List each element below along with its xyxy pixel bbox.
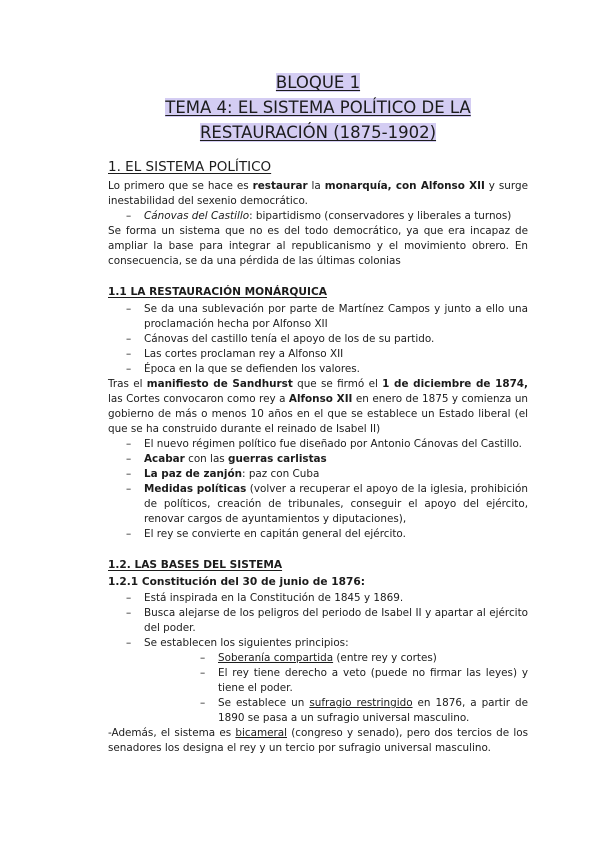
list-item: – Soberanía compartida (entre rey y cortes) (218, 651, 528, 666)
canovas-list (108, 209, 528, 224)
list-item: – Medidas políticas (volver a recuperar el apoyo de la iglesia, prohibición de políticos, creación de tribunales, conseguir el apoyo del ejército, renovar cargos de ayuntamientos y diputaciones), (144, 482, 528, 527)
constitucion-list (108, 591, 528, 651)
title-block (108, 70, 528, 145)
list-item: – Cánovas del castillo tenía el apoyo de los de su partido. (144, 332, 528, 347)
list-item: – El rey se convierte en capitán general del ejército. (144, 527, 528, 542)
system-paragraph: Se forma un sistema que no es del todo democrático, ya que era incapaz de ampliar la base para integrar al republicanismo y el movimiento obrero. En consecuencia, se da una pérdida de las últimas colonias (108, 225, 528, 267)
list-item: – Cánovas del Castillo: bipartidismo (conservadores y liberales a turnos) (144, 209, 528, 224)
list-item: – Está inspirada en la Constitución de 1845 y 1869. (144, 591, 528, 606)
section-heading-bases: 1.2. LAS BASES DEL SISTEMA (108, 559, 283, 571)
list-item: – Época en la que se defienden los valores. (144, 362, 528, 377)
principles-list (108, 651, 528, 726)
section-heading-sistema-politico: 1. EL SISTEMA POLÍTICO (108, 159, 272, 175)
list-item: – El nuevo régimen político fue diseñado por Antonio Cánovas del Castillo. (144, 437, 528, 452)
bicameral-paragraph: -Además, el sistema es bicameral (congreso y senado), pero dos tercios de los senadores los designa el rey y un tercio por sufragio universal masculino. (108, 727, 528, 754)
list-item: – Se establece un sufragio restringido en 1876, a partir de 1890 se pasa a un sufragio universal masculino. (218, 696, 528, 726)
list-item: – Acabar con las guerras carlistas (144, 452, 528, 467)
restauracion-list (108, 302, 528, 377)
list-item: – Las cortes proclaman rey a Alfonso XII (144, 347, 528, 362)
subsection-heading-constitucion: 1.2.1 Constitución del 30 de junio de 1876: (108, 576, 365, 588)
intro-paragraph: Lo primero que se hace es restaurar la monarquía, con Alfonso XII y surge inestabilidad del sexenio democrático. (108, 180, 528, 207)
list-item: – Se establecen los siguientes principios: (144, 636, 528, 651)
regime-list (108, 437, 528, 542)
list-item: – La paz de zanjón: paz con Cuba (144, 467, 528, 482)
title-line-2: TEMA 4: EL SISTEMA POLÍTICO DE LA (165, 98, 471, 117)
sandhurst-paragraph: Tras el manifiesto de Sandhurst que se firmó el 1 de diciembre de 1874, las Cortes convocaron como rey a Alfonso XII en enero de 1875 y comienza un gobierno de más o menos 10 años en el que se establece un Estado liberal (el que se ha construido durante el reinado de Isabel II) (108, 378, 529, 435)
list-item: – Busca alejarse de los peligros del periodo de Isabel II y apartar al ejército del poder. (144, 606, 528, 636)
section-heading-restauracion: 1.1 LA RESTAURACIÓN MONÁRQUICA (108, 286, 327, 298)
title-line-3: RESTAURACIÓN (1875-1902) (199, 123, 437, 142)
title-line-1: BLOQUE 1 (275, 73, 361, 92)
list-item: – El rey tiene derecho a veto (puede no firmar las leyes) y tiene el poder. (218, 666, 528, 696)
list-item: – Se da una sublevación por parte de Martínez Campos y junto a ello una proclamación hecha por Alfonso XII (144, 302, 528, 332)
